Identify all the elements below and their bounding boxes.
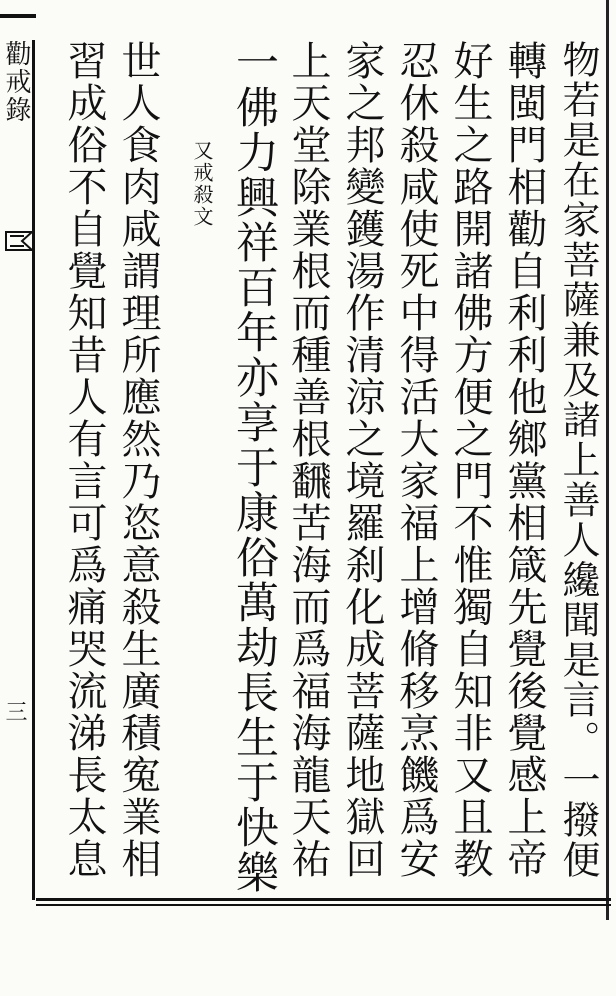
text-column-6: 上天堂除業根而種善根飜苦海而爲福海龍天祐 xyxy=(285,40,331,880)
text-column-1: 物若是在家菩薩兼及諸上善人纔聞是言。一撥便 xyxy=(556,40,600,880)
section-heading: 又戒殺文 xyxy=(190,140,214,228)
page-margin xyxy=(0,0,36,920)
margin-rule xyxy=(32,40,35,900)
bottom-border-rule xyxy=(36,898,611,906)
margin-top-mark xyxy=(0,0,36,36)
text-column-9: 世人食肉咸謂理所應然乃恣意殺生廣積寃業相 xyxy=(115,40,161,880)
fish-tail-mark-icon xyxy=(4,230,34,252)
text-column-5: 家之邦變鑊湯作清涼之境羅刹化成菩薩地獄回 xyxy=(339,40,385,880)
vertical-text-block xyxy=(50,40,606,896)
margin-title: 勸戒錄 xyxy=(1,40,31,124)
text-column-4: 忍休殺咸使死中得活大家福上增脩移烹饑爲安 xyxy=(393,40,439,880)
text-column-2: 轉閩門相勸自利利他鄉黨相箴先覺後覺感上帝 xyxy=(501,40,547,880)
text-column-7: 一佛力興祥百年亦享于康俗萬劫長生于快樂 xyxy=(229,40,279,895)
right-border-rule xyxy=(606,0,609,920)
margin-page-number: 三 xyxy=(2,700,27,722)
text-column-3: 好生之路開諸佛方便之門不惟獨自知非又且教 xyxy=(447,40,493,880)
text-column-10: 習成俗不自覺知昔人有言可爲痛哭流涕長太息 xyxy=(61,40,107,880)
